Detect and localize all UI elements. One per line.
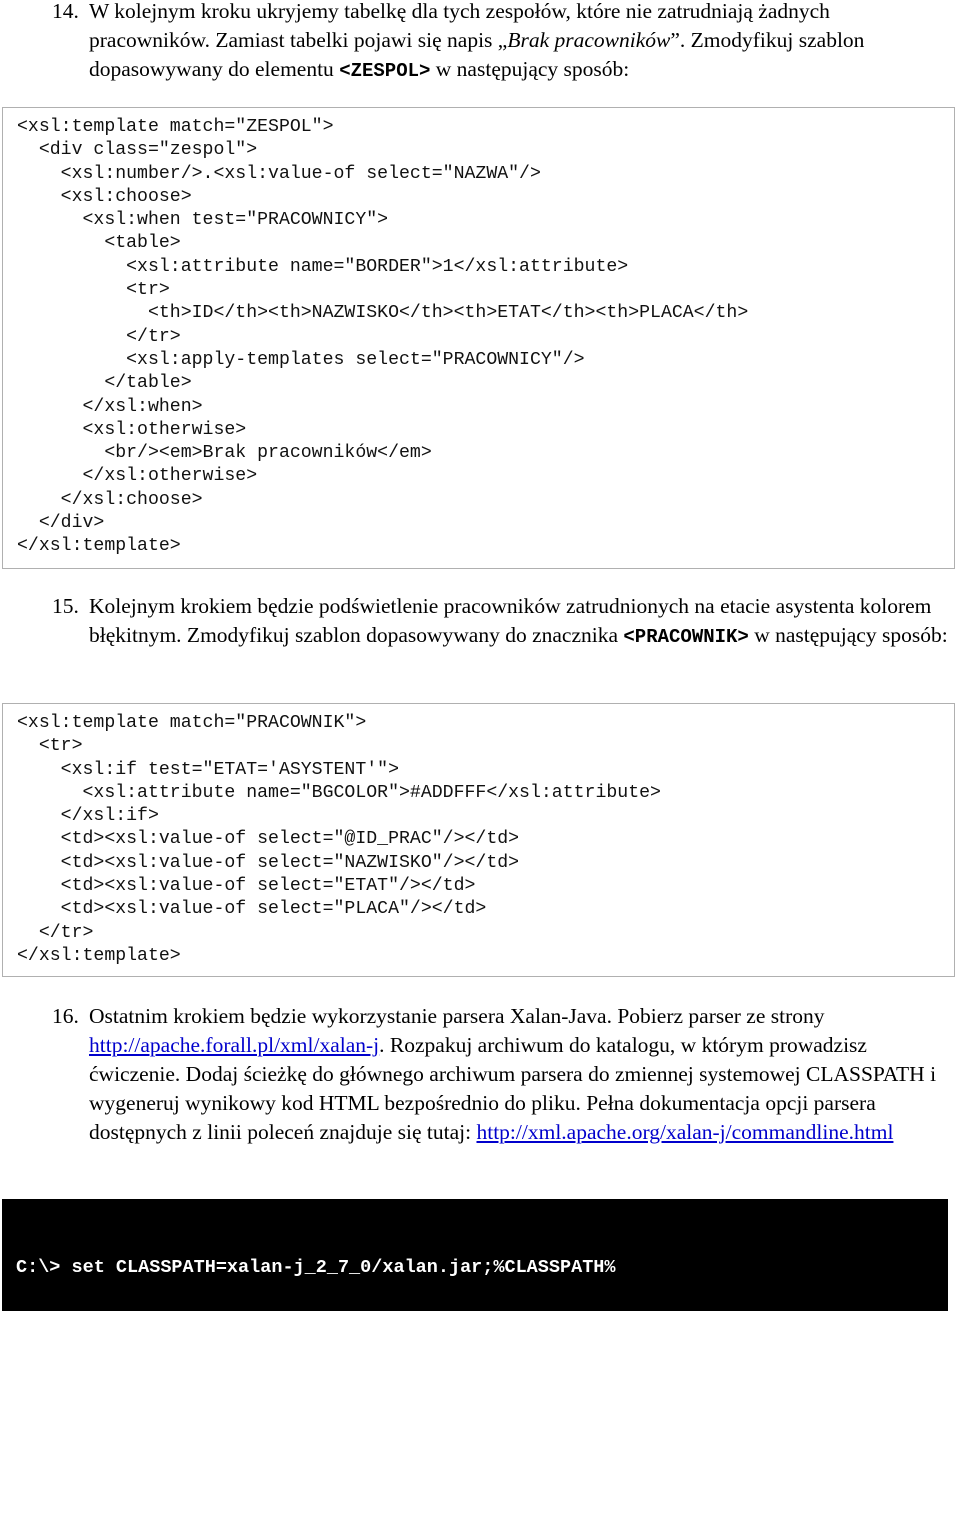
- code-line: <xsl:template match="PRACOWNIK">: [17, 713, 367, 733]
- code-line: <xsl:attribute name="BGCOLOR">#ADDFFF</xsl:attribute>: [17, 782, 661, 803]
- step-16-text: Ostatnim krokiem będzie wykorzystanie parsera Xalan-Java. Pobierz parser ze strony http://apache.forall.pl/xml/xalan-j. Rozpakuj archiwum do katalogu, w którym prowadzisz ćwiczenie. Dodaj ścieżkę do głównego archiwum parsera do zmiennej systemowej CLASSPATH i wygeneruj wynikowy kod HTML bezpośrednio do pliku. Pełna dokumentacja opcji parsera dostępnych z linii poleceń znajduje się tutaj: http://xml.apache.org/xalan-j/commandline.html: [89, 1004, 937, 1144]
- xalan-download-link[interactable]: http://apache.forall.pl/xml/xalan-j: [89, 1033, 380, 1057]
- xalan-commandline-docs-link[interactable]: http://xml.apache.org/xalan-j/commandline.html: [476, 1120, 894, 1144]
- step-16: [52, 1002, 952, 1147]
- code-line: <td><xsl:value-of select="ETAT"/></td>: [17, 876, 476, 897]
- code-line: <xsl:choose>: [17, 186, 192, 207]
- code-line: <td><xsl:value-of select="NAZWISKO"/></td>: [17, 852, 520, 873]
- step-14: [52, 0, 952, 86]
- code-line: </xsl:template>: [17, 945, 181, 966]
- terminal-blank-line: [16, 1327, 948, 1351]
- step-14-text: W kolejnym kroku ukryjemy tabelkę dla tych zespołów, które nie zatrudniają żadnych pracowników. Zamiast tabelki pojawi się napis „Brak pracowników”. Zmodyfikuj szablon dopasowywany do elementu <ZESPOL> w następujący sposób:: [89, 0, 865, 82]
- code-line: <xsl:attribute name="BORDER">1</xsl:attribute>: [17, 256, 629, 277]
- code-line: </xsl:template>: [17, 536, 181, 557]
- terminal-line-set-classpath: C:\> set CLASSPATH=xalan-j_2_7_0/xalan.jar;%CLASSPATH%: [16, 1257, 616, 1278]
- code-line: <tr>: [17, 280, 170, 301]
- code-line: <xsl:otherwise>: [17, 419, 247, 440]
- code-line: <table>: [17, 233, 181, 254]
- code-line: <xsl:apply-templates select="PRACOWNICY"/>: [17, 349, 585, 370]
- code-line: <xsl:when test="PRACOWNICY">: [17, 210, 389, 231]
- code-line: <div class="zespol">: [17, 140, 258, 161]
- code-block-zespol-template: [2, 107, 955, 569]
- code-line: </xsl:otherwise>: [17, 466, 258, 487]
- step-15-text: Kolejnym krokiem będzie podświetlenie pracowników zatrudnionych na etacie asystenta kolorem błękitnym. Zmodyfikuj szablon dopasowywany do znacznika <PRACOWNIK> w następujący sposób:: [89, 594, 948, 648]
- code-line: <xsl:number/>.<xsl:value-of select="NAZWA"/>: [17, 163, 541, 184]
- step-14-number: 14.: [52, 0, 79, 23]
- pracownik-tag: <PRACOWNIK>: [623, 626, 749, 648]
- code-line: </table>: [17, 373, 192, 394]
- code-line: <th>ID</th><th>NAZWISKO</th><th>ETAT</th><th>PLACA</th>: [17, 303, 749, 324]
- code-block-pracownik-template: [2, 703, 955, 977]
- terminal-command-block: [2, 1199, 948, 1490]
- code-line: </xsl:choose>: [17, 489, 203, 510]
- code-line: <td><xsl:value-of select="@ID_PRAC"/></td>: [17, 829, 520, 850]
- step-16-number: 16.: [52, 1004, 79, 1028]
- code-line: <xsl:template match="ZESPOL">: [17, 117, 334, 137]
- code-line: </xsl:when>: [17, 396, 203, 417]
- code-line: </xsl:if>: [17, 806, 159, 827]
- zespol-tag: <ZESPOL>: [339, 60, 431, 82]
- step-15-number: 15.: [52, 594, 79, 618]
- terminal-line-xsl-out: -XSL transform.xsl -OUT pracownicy.html: [16, 1469, 549, 1490]
- code-line: <br/><em>Brak pracowników</em>: [17, 443, 432, 464]
- code-line: <xsl:if test="ETAT='ASYSTENT'">: [17, 759, 399, 780]
- step-14-emphasis: Brak pracowników: [507, 28, 671, 52]
- code-line: </div>: [17, 513, 105, 534]
- code-line: </tr>: [17, 922, 94, 943]
- code-line: <td><xsl:value-of select="PLACA"/></td>: [17, 899, 487, 920]
- code-line: <tr>: [17, 736, 83, 757]
- step-15: [52, 592, 952, 652]
- terminal-line-java-process: C:\>java org.apache.xalan.xslt.Process -IN pracownicy.xml: [16, 1398, 649, 1420]
- code-line: </tr>: [17, 326, 181, 347]
